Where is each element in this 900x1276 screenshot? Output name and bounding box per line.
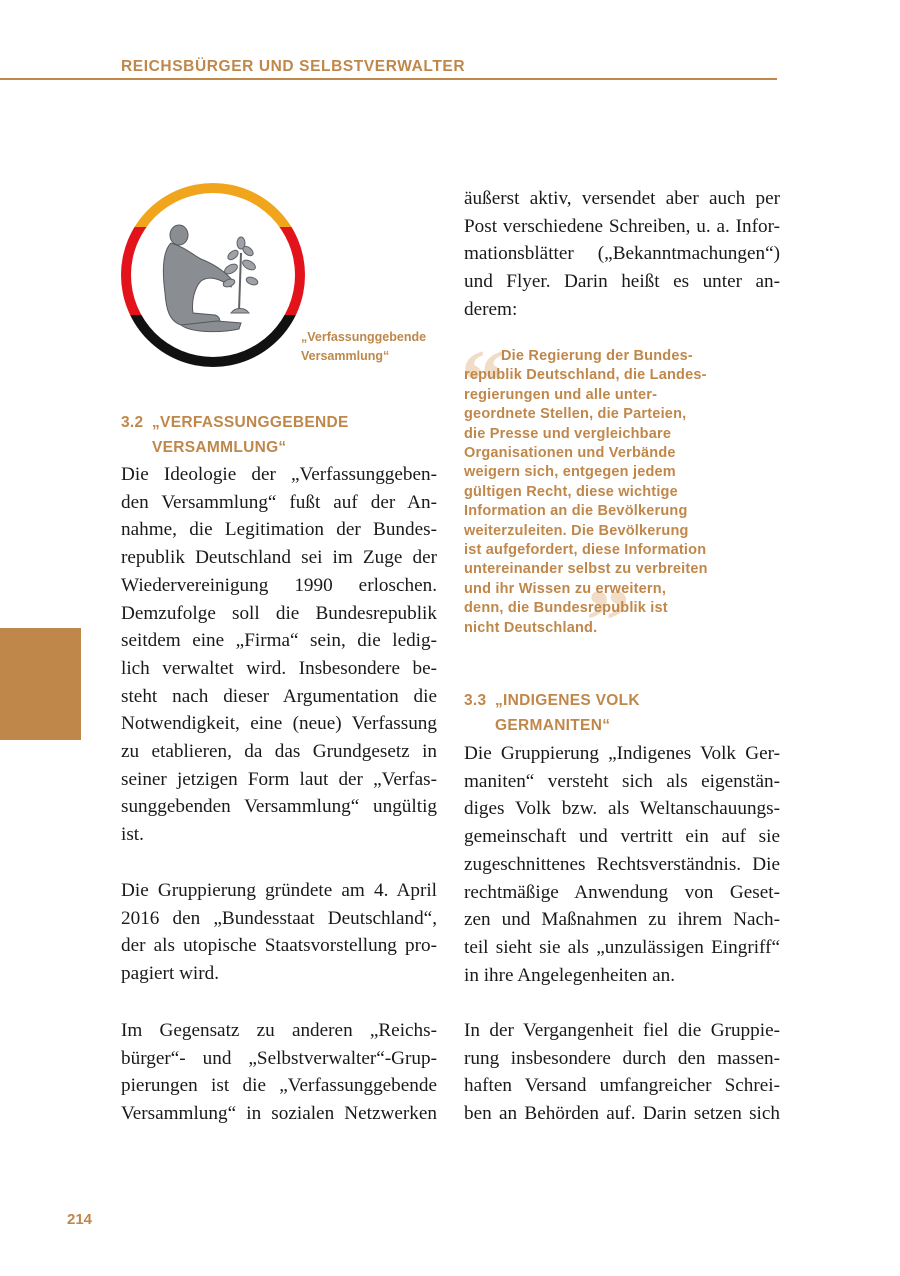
figure-caption-line: „Verfassunggebende [301, 330, 427, 344]
section-title-line: VERSAMMLUNG“ [152, 439, 287, 456]
quote-line: weigern sich, entgegen jedem [464, 464, 676, 481]
text-line: in ihre Angelegenheiten an. [464, 964, 675, 986]
section-title-line: „INDIGENES VOLK [495, 692, 640, 709]
text-line: mationsblätter („Bekanntmachungen“) [464, 243, 780, 265]
text-line: den Versammlung“ fußt auf der An- [121, 491, 437, 513]
text-line: nahme, die Legitimation der Bundes- [121, 519, 437, 541]
paragraph [121, 877, 437, 988]
text-line: pagiert wird. [121, 963, 220, 985]
text-line: Post verschiedene Schreiben, u. a. Infor- [464, 215, 780, 237]
text-line: äußerst aktiv, versendet aber auch per [464, 188, 780, 209]
section-title-line: GERMANITEN“ [495, 717, 611, 734]
text-line: ist. [121, 824, 144, 846]
quote-line: nicht Deutschland. [464, 619, 598, 636]
text-line: gemeinschaft und vertritt ein auf sie [464, 826, 780, 848]
text-line: ben an Behörden auf. Darin setzen sich [464, 1103, 780, 1125]
paragraph [464, 1017, 780, 1128]
text-line: zugeschnittenes Rechtsverständnis. Die [464, 853, 780, 875]
text-line: sunggebenden Versammlung“ ungültig [121, 796, 437, 818]
quote-line: regierungen und alle unter- [464, 386, 658, 403]
paragraph [121, 1017, 437, 1128]
paragraph [464, 740, 780, 989]
text-line: maniten“ versteht sich als eigenstän- [464, 770, 780, 792]
text-line: republik Deutschland sei im Zuge der [121, 547, 437, 569]
text-line: Die Ideologie der „Verfassunggeben- [121, 464, 437, 485]
text-line: seiner jetzigen Form laut der „Verfas- [121, 768, 437, 790]
quote-line: ist aufgefordert, diese Information [464, 542, 707, 559]
text-line: In der Vergangenheit fiel die Gruppie- [464, 1020, 780, 1041]
paragraph [121, 461, 437, 849]
quote-line: geordnete Stellen, die Parteien, [464, 406, 687, 423]
open-quote-icon: “ [461, 333, 505, 430]
quote-line: republik Deutschland, die Landes- [464, 367, 707, 384]
section-title-line: „VERFASSUNGGEBENDE [152, 414, 349, 431]
quote-line: Die Regierung der Bundes- [501, 348, 693, 364]
text-line: zu etablieren, da das Grundgesetz in [121, 741, 437, 763]
text-line: rechtmäßige Anwendung von Geset- [464, 881, 780, 903]
text-line: Demzufolge soll die Bundesrepublik [121, 602, 437, 624]
close-quote-icon: ” [586, 573, 630, 670]
figure-caption-line: Versammlung“ [301, 349, 390, 363]
text-line: Die Gruppierung „Indigenes Volk Ger- [464, 743, 780, 764]
section-heading-3-3 [464, 688, 640, 738]
text-line: Wiedervereinigung 1990 erloschen. [121, 574, 437, 596]
text-line: Versammlung“ in sozialen Netzwerken [121, 1103, 437, 1125]
text-line: Im Gegensatz zu anderen „Reichs- [121, 1020, 437, 1041]
page-number: 214 [67, 1211, 93, 1228]
quote-line: die Presse und vergleichbare [464, 425, 672, 442]
text-line: diges Volk bzw. als Weltanschauungs- [464, 798, 780, 820]
verfassunggebende-versammlung-emblem [121, 183, 305, 367]
text-line: pierungen ist die „Verfassunggebende [121, 1075, 437, 1097]
paragraph [464, 185, 780, 324]
text-line: derem: [464, 298, 518, 320]
text-line: 2016 den „Bundesstaat Deutschland“, [121, 907, 437, 929]
quote-line: gültigen Recht, diese wichtige [464, 483, 678, 500]
running-header: REICHSBÜRGER UND SELBSTVERWALTER [121, 58, 466, 75]
header-rule [0, 78, 777, 80]
text-line: steht nach dieser Argumentation die [121, 685, 437, 707]
quote-line: Information an die Bevölkerung [464, 503, 688, 520]
text-line: der als utopische Staatsvorstellung pro- [121, 935, 437, 957]
quote-line: Organisationen und Verbände [464, 445, 676, 462]
figure-caption [301, 328, 426, 366]
side-tab-marker [0, 628, 81, 740]
text-line: seitdem eine „Firma“ sein, die ledig- [121, 630, 437, 652]
quote-line: denn, die Bundesrepublik ist [464, 600, 668, 617]
section-heading-3-2 [121, 410, 349, 460]
section-number: 3.3 [464, 692, 487, 709]
text-line: Die Gruppierung gründete am 4. April [121, 880, 437, 901]
text-line: lich verwaltet wird. Insbesondere be- [121, 657, 437, 679]
quote-line: und ihr Wissen zu erweitern, [464, 580, 667, 597]
quote-line: weiterzuleiten. Die Bevölkerung [464, 522, 689, 539]
text-line: zen und Maßnahmen zu ihrem Nach- [464, 909, 780, 931]
text-line: Notwendigkeit, eine (neue) Verfassung [121, 713, 437, 735]
text-line: und Flyer. Darin heißt es unter an- [464, 271, 780, 293]
text-line: teil sieht sie als „unzulässigen Eingriff“ [464, 936, 780, 958]
text-line: haften Versand umfangreicher Schrei- [464, 1075, 780, 1097]
section-number: 3.2 [121, 414, 144, 431]
text-line: bürger“- und „Selbstverwalter“-Grup- [121, 1047, 437, 1069]
pull-quote [464, 347, 784, 638]
text-line: rung insbesondere durch den massen- [464, 1047, 780, 1069]
quote-line: untereinander selbst zu verbreiten [464, 561, 708, 578]
